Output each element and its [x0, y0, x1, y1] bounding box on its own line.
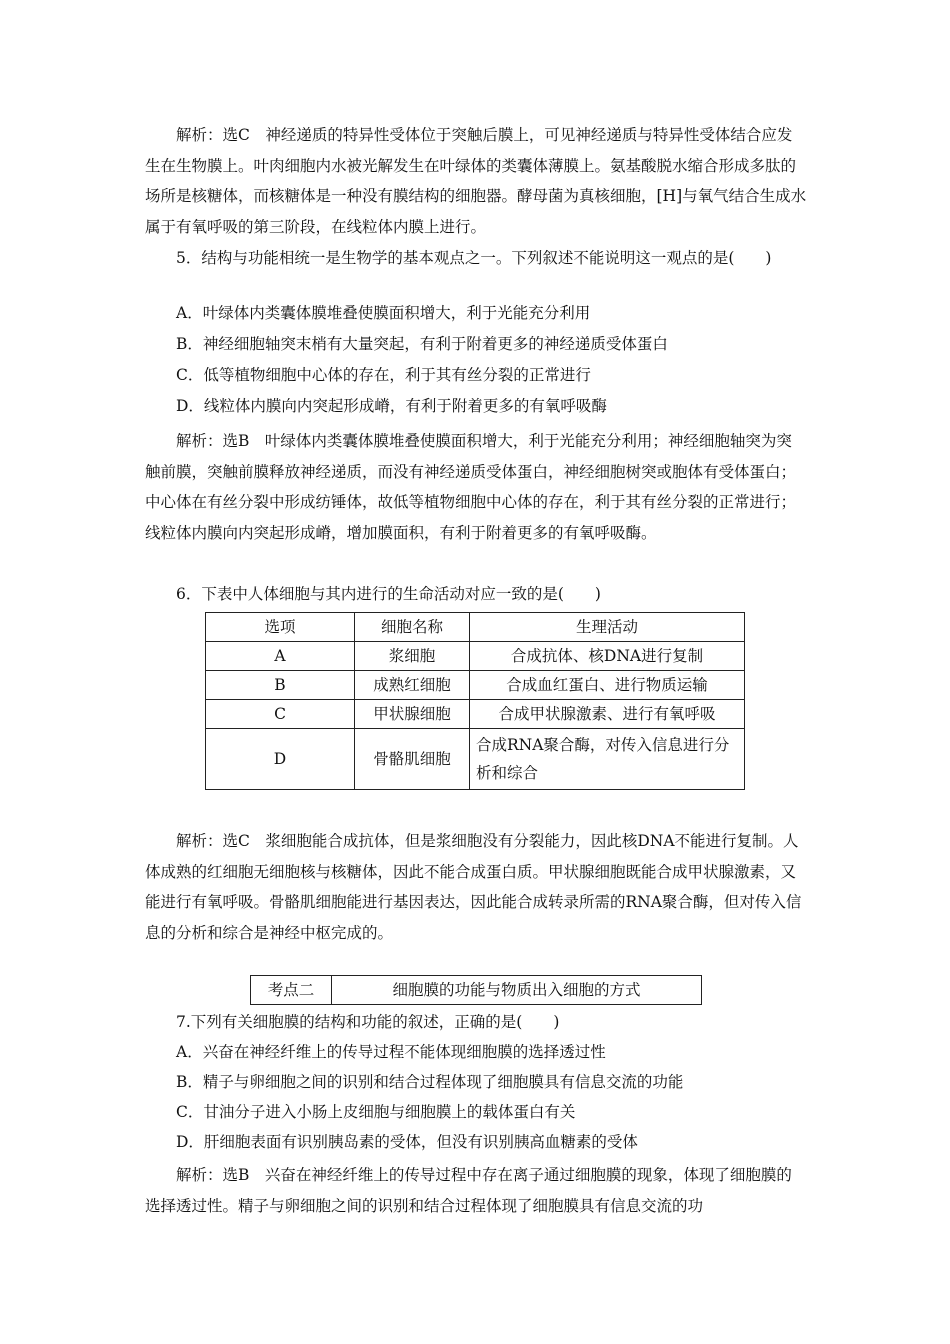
table-row	[206, 642, 745, 671]
q7-analysis: 解析：选B 兴奋在神经纤维上的传导过程中存在离子通过细胞膜的现象，体现了细胞膜的选择透过性。精子与卵细胞之间的识别和结合过程体现了细胞膜具有信息交流的功	[145, 1166, 792, 1215]
table-header-cell: 生理活动	[470, 613, 745, 642]
table-cell: 合成抗体、核DNA进行复制	[470, 642, 745, 671]
q7-option-c: C．甘油分子进入小肠上皮细胞与细胞膜上的载体蛋白有关	[176, 1103, 576, 1121]
q6-table	[205, 612, 745, 790]
table-cell: 骨骼肌细胞	[355, 729, 470, 790]
table-cell: 合成RNA聚合酶，对传入信息进行分析和综合	[470, 729, 745, 790]
q7-option-b: B．精子与卵细胞之间的识别和结合过程体现了细胞膜具有信息交流的功能	[176, 1073, 684, 1091]
q7-option-a: A．兴奋在神经纤维上的传导过程不能体现细胞膜的选择透过性	[176, 1043, 606, 1061]
table-cell: B	[206, 671, 355, 700]
q6-analysis: 解析：选C 浆细胞能合成抗体，但是浆细胞没有分裂能力，因此核DNA不能进行复制。人体成熟的红细胞无细胞核与核糖体，因此不能合成蛋白质。甲状腺细胞既能合成甲状腺激素，又能进行有氧呼吸。骨骼肌细胞能进行基因表达，因此能合成转录所需的RNA聚合酶，但对传入信息的分析和综合是神经中枢完成的。	[145, 832, 802, 942]
topic-title: 细胞膜的功能与物质出入细胞的方式	[332, 976, 702, 1005]
table-header-cell: 选项	[206, 613, 355, 642]
table-row	[206, 700, 745, 729]
q7-option-d: D．肝细胞表面有识别胰岛素的受体，但没有识别胰高血糖素的受体	[176, 1133, 638, 1151]
topic-box	[250, 975, 702, 1005]
table-cell: C	[206, 700, 355, 729]
q5-analysis: 解析：选B 叶绿体内类囊体膜堆叠使膜面积增大，利于光能充分利用；神经细胞轴突为突触前膜，突触前膜释放神经递质，而没有神经递质受体蛋白，神经细胞树突或胞体有受体蛋白；中心体在有丝分裂中形成纺锤体，故低等植物细胞中心体的存在，利于其有丝分裂的正常进行；线粒体内膜向内突起形成嵴，增加膜面积，有利于附着更多的有氧呼吸酶。	[145, 432, 797, 542]
table-header-cell: 细胞名称	[355, 613, 470, 642]
q5-option-b: B．神经细胞轴突末梢有大量突起，有利于附着更多的神经递质受体蛋白	[176, 335, 668, 353]
q5-stem: 5．结构与功能相统一是生物学的基本观点之一。下列叙述不能说明这一观点的是( )	[176, 249, 772, 267]
q4-analysis: 解析：选C 神经递质的特异性受体位于突触后膜上，可见神经递质与特异性受体结合应发生在生物膜上。叶肉细胞内水被光解发生在叶绿体的类囊体薄膜上。氨基酸脱水缩合形成多肽的场所是核糖体，而核糖体是一种没有膜结构的细胞器。酵母菌为真核细胞，[H]与氧气结合生成水属于有氧呼吸的第三阶段，在线粒体内膜上进行。	[145, 126, 807, 236]
table-row	[206, 729, 745, 790]
q5-option-d: D．线粒体内膜向内突起形成嵴，有利于附着更多的有氧呼吸酶	[176, 397, 607, 415]
table-cell: 合成甲状腺激素、进行有氧呼吸	[470, 700, 745, 729]
table-header-row	[206, 613, 745, 642]
table-cell: 合成血红蛋白、进行物质运输	[470, 671, 745, 700]
table-cell: A	[206, 642, 355, 671]
table-cell: 浆细胞	[355, 642, 470, 671]
table-row	[206, 671, 745, 700]
table-cell: 甲状腺细胞	[355, 700, 470, 729]
q7-stem: 7.下列有关细胞膜的结构和功能的叙述，正确的是( )	[176, 1013, 560, 1031]
table-cell: 成熟红细胞	[355, 671, 470, 700]
q5-option-a: A．叶绿体内类囊体膜堆叠使膜面积增大，利于光能充分利用	[176, 304, 591, 322]
q6-stem: 6．下表中人体细胞与其内进行的生命活动对应一致的是( )	[176, 585, 601, 603]
table-cell: D	[206, 729, 355, 790]
q5-option-c: C．低等植物细胞中心体的存在，利于其有丝分裂的正常进行	[176, 366, 591, 384]
topic-label: 考点二	[251, 976, 332, 1005]
